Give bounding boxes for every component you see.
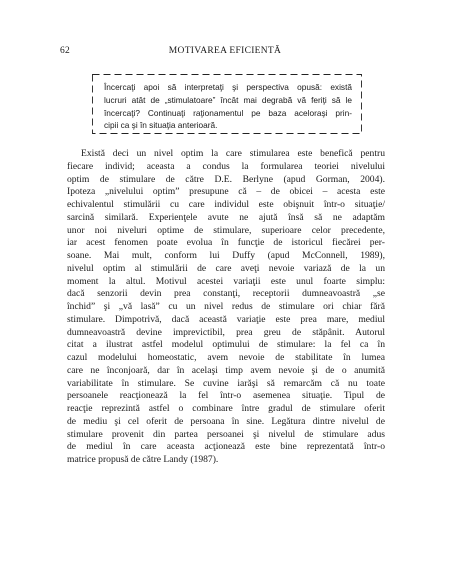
body-line: cazul modelului homeostatic, avem nevoie de stabilitate în lumea [67, 352, 385, 363]
page-number: 62 [60, 46, 71, 56]
body-line: nivelul optim al stimulării de care aveţi nevoie variază de la un [67, 262, 385, 274]
box-line: Încercaţi apoi să interpretaţi şi perspectiva opusă: există [104, 82, 352, 92]
page-header [60, 46, 390, 62]
body-line: sarcină similară. Experienţele avute ne ajută însă să ne adaptăm [67, 211, 385, 223]
body-line: dacă senzorii devin prea constanţi, receptorii dumneavoastră „se [67, 288, 385, 300]
body-line: stimulare provenit din partea persoanei şi nivelul de stimulare adus [67, 428, 385, 440]
body-line: Ipoteza „nivelului optim” presupune că – de obicei – acesta este [67, 186, 385, 198]
body-line: matrice propusă de către Landy (1987). [67, 454, 219, 465]
box-line: încercaţi? Continuaţi raţionamentul pe baza aceloraşi prin- [104, 107, 352, 118]
body-line: soane. Mai mult, conform lui Duffy (apud McConnell, 1989), [67, 250, 385, 261]
body-line: citat a ilustrat astfel modelul optimului de stimulare: la fel ca în [67, 339, 385, 351]
body-line: de mediu şi cel oferit de persoana în sine. Legătura dintre nivelul de [67, 415, 385, 427]
body-line: care ne înconjoară, dar în acelaşi timp avem nevoie şi de o anumită [67, 364, 385, 376]
body-line: închid” şi „vă lasă” cu un nivel redus de stimulare ori chiar fără [67, 301, 385, 312]
body-line: Există deci un nivel optim la care stimularea este benefică pentru [81, 148, 385, 159]
body-line: fiecare individ; aceasta a condus la formularea teoriei nivelului [67, 160, 385, 172]
box-line: lucruri atât de „stimulatoare” încât mai degrabă vă feriţi să le [104, 94, 352, 105]
exercise-box [92, 74, 362, 134]
body-line: de mediul în care aceasta acţionează este bine reprezentată într-o [67, 441, 385, 453]
body-line: echivalentul stimulării cu care individul este obişnuit într-o situaţie/ [67, 199, 385, 210]
body-line: stimulare. Dimpotrivă, dacă această variaţie este prea mare, mediul [67, 313, 385, 325]
exercise-text [104, 82, 352, 133]
body-line: unor noi niveluri optime de stimulare, superioare celor precedente, [67, 224, 385, 236]
body-line: iar acest fenomen poate evolua în funcţie de istoricul fiecărei per- [67, 237, 385, 249]
body-line: moment la altul. Motivul acestei variaţii este unul foarte simplu: [67, 275, 385, 287]
running-title: MOTIVAREA EFICIENTĂ [168, 46, 282, 56]
body-line: dumneavoastră devine imprevictibil, prea greu de stăpânit. Autorul [67, 326, 385, 338]
box-line: cipii ca şi în situaţia anterioară. [104, 120, 218, 131]
body-line: optim de stimulare de către D.E. Berlyne (apud Gorman, 2004). [67, 173, 385, 185]
body-line: persoanele reacţionează la fel într-o asemenea situaţie. Tipul de [67, 390, 385, 402]
body-line: reacţie reprezintă astfel o combinare între gradul de stimulare oferit [67, 403, 385, 414]
body-line: variabilitate în stimulare. Se cuvine iarăşi să remarcăm că nu toate [67, 377, 385, 389]
body-paragraph [67, 148, 385, 467]
